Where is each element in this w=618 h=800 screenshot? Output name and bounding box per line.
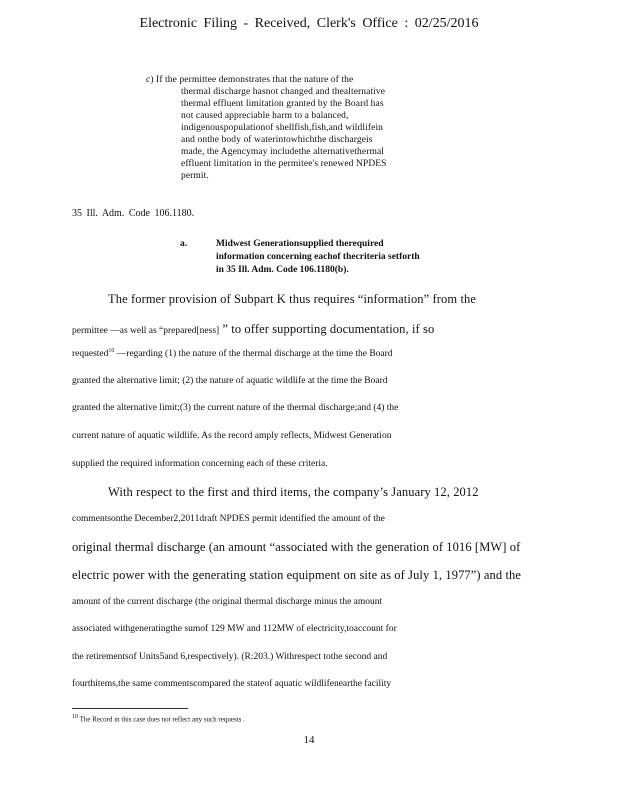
body-line <box>72 320 434 338</box>
footnote-reference: 10 <box>108 348 115 354</box>
body-line: commentsonthe December2,2011draft NPDES permit identified the amount of the <box>72 514 385 524</box>
footnote-mark: 10 <box>72 714 78 720</box>
body-text: permittee —as well as “prepared[ness] <box>72 326 220 336</box>
footnote <box>72 714 245 723</box>
section-heading-line: in 35 Ill. Adm. Code 106.1180(b). <box>216 265 349 275</box>
quote-line: thermal discharge hasnot changed and thealternative <box>181 87 386 97</box>
section-heading-marker: a. <box>180 239 188 249</box>
body-line: the retirementsof Units5and 6,respectively). (R:203.) Withrespect tothe second and <box>72 652 388 662</box>
quote-line: effluent limitation in the permitee's renewed NPDES <box>181 159 387 169</box>
section-heading-line: Midwest Generationsupplied therequired <box>216 239 384 249</box>
quote-line: c) If the permittee demonstrates that the nature of the <box>146 75 354 85</box>
body-line: electric power with the generating station equipment on site as of July 1, 1977”) and the <box>72 568 522 582</box>
body-text: ” to offer supporting documentation, if so <box>219 322 435 336</box>
body-text: requested <box>72 349 109 360</box>
quote-line: permit. <box>181 171 209 181</box>
page-number: 14 <box>303 734 315 746</box>
quote-line: and onthe body of waterintowhichthe dischargeis <box>181 135 373 145</box>
body-line <box>72 348 393 359</box>
footnote-text: The Record in this case does not reflect any such requests . <box>78 715 245 724</box>
quote-line: not caused appreciable harm to a balanced, <box>181 111 349 121</box>
body-line: current nature of aquatic wildlife. As the record amply reflects, Midwest Generation <box>72 431 392 441</box>
body-line: The former provision of Subpart K thus requires “information” from the <box>108 292 477 306</box>
section-heading-line: information concerning eachof thecriteria setforth <box>216 252 420 262</box>
quote-line: made, the Agencymay includethe alternativethermal <box>181 147 384 157</box>
body-line: original thermal discharge (an amount “associated with the generation of 1016 [MW] of <box>72 540 521 554</box>
section-heading <box>216 238 420 277</box>
quote-line: indigenouspopulationof shellfish,fish,and wildlifein <box>181 123 384 133</box>
body-line: granted the alternative limit;(3) the current nature of the thermal discharge;and (4) the <box>72 403 399 413</box>
body-line: granted the alternative limit; (2) the nature of aquatic wildlife at the time the Board <box>72 376 388 386</box>
body-line: amount of the current discharge (the original thermal discharge minus the amount <box>72 597 383 607</box>
body-text: —regarding (1) the nature of the thermal discharge at the time the Board <box>114 349 393 360</box>
filing-header: Electronic Filing - Received, Clerk's Office : 02/25/2016 <box>139 16 479 31</box>
footnote-divider <box>72 708 188 709</box>
body-line: With respect to the first and third items, the company’s January 12, 2012 <box>108 485 479 499</box>
body-line: supplied the required information concerning each of these criteria. <box>72 459 328 469</box>
statute-citation: 35 Ill. Adm. Code 106.1180. <box>72 208 195 219</box>
body-line: fourthitems,the same commentscompared the stateof aquatic wildlifenearthe facility <box>72 679 392 689</box>
body-line: associated withgeneratingthe sumof 129 MW and 112MW of electricity,toaccount for <box>72 624 397 634</box>
quote-line: thermal effluent limitation granted by the Board has <box>181 99 384 109</box>
